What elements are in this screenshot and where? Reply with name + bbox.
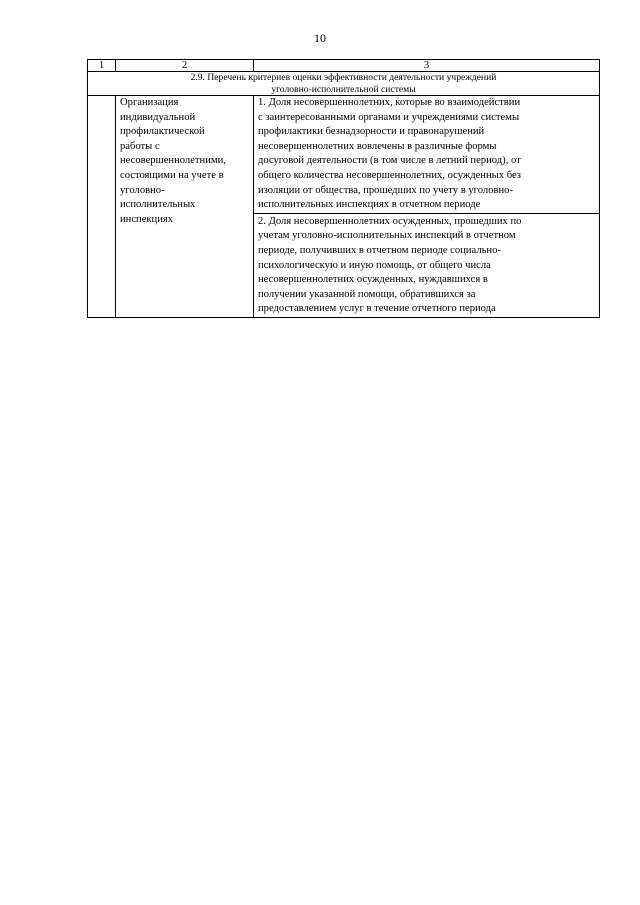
criteria-cell	[254, 96, 600, 318]
table-header-row	[88, 60, 600, 72]
criterion-1: 1. Доля несовершеннолетних, которые во взаимодействии с заинтересованными органами и учреждениями системы профилактики безнадзорности и правонарушений несовершеннолетних вовлечены в различные формы досуговой деятельности (в том числе в летний период), от общего количества несовершеннолетних, осужденных без изоляции от общества, прошедших по учету в уголовно- исполнительных инспекциях в отчетном периоде	[258, 97, 521, 211]
criteria-table	[87, 59, 600, 318]
header-col-2: 2	[116, 60, 254, 72]
header-col-1: 1	[88, 60, 116, 72]
section-title: 2.9. Перечень критериев оценки эффективности деятельности учреждений уголовно-исполнительной системы	[88, 72, 600, 96]
criterion-2: 2. Доля несовершеннолетних осужденных, прошедших по учетам уголовно-исполнительных инспекций в отчетном периоде, получивших в отчетном периоде социально- психологическую и иную помощь, от общего числа несовершеннолетних осужденных, нуждавшихся в получении указанной помощи, обратившихся за предоставлением услуг в течение отчетного периода	[254, 213, 599, 317]
table-row	[88, 96, 600, 318]
section-row	[88, 72, 600, 96]
activity-cell: Организация индивидуальной профилактической работы с несовершеннолетними, состоящими на учете в уголовно- исполнительных инспекциях	[116, 96, 254, 318]
row-index-cell	[88, 96, 116, 318]
page-number: 10	[314, 31, 326, 45]
header-col-3: 3	[254, 60, 600, 72]
